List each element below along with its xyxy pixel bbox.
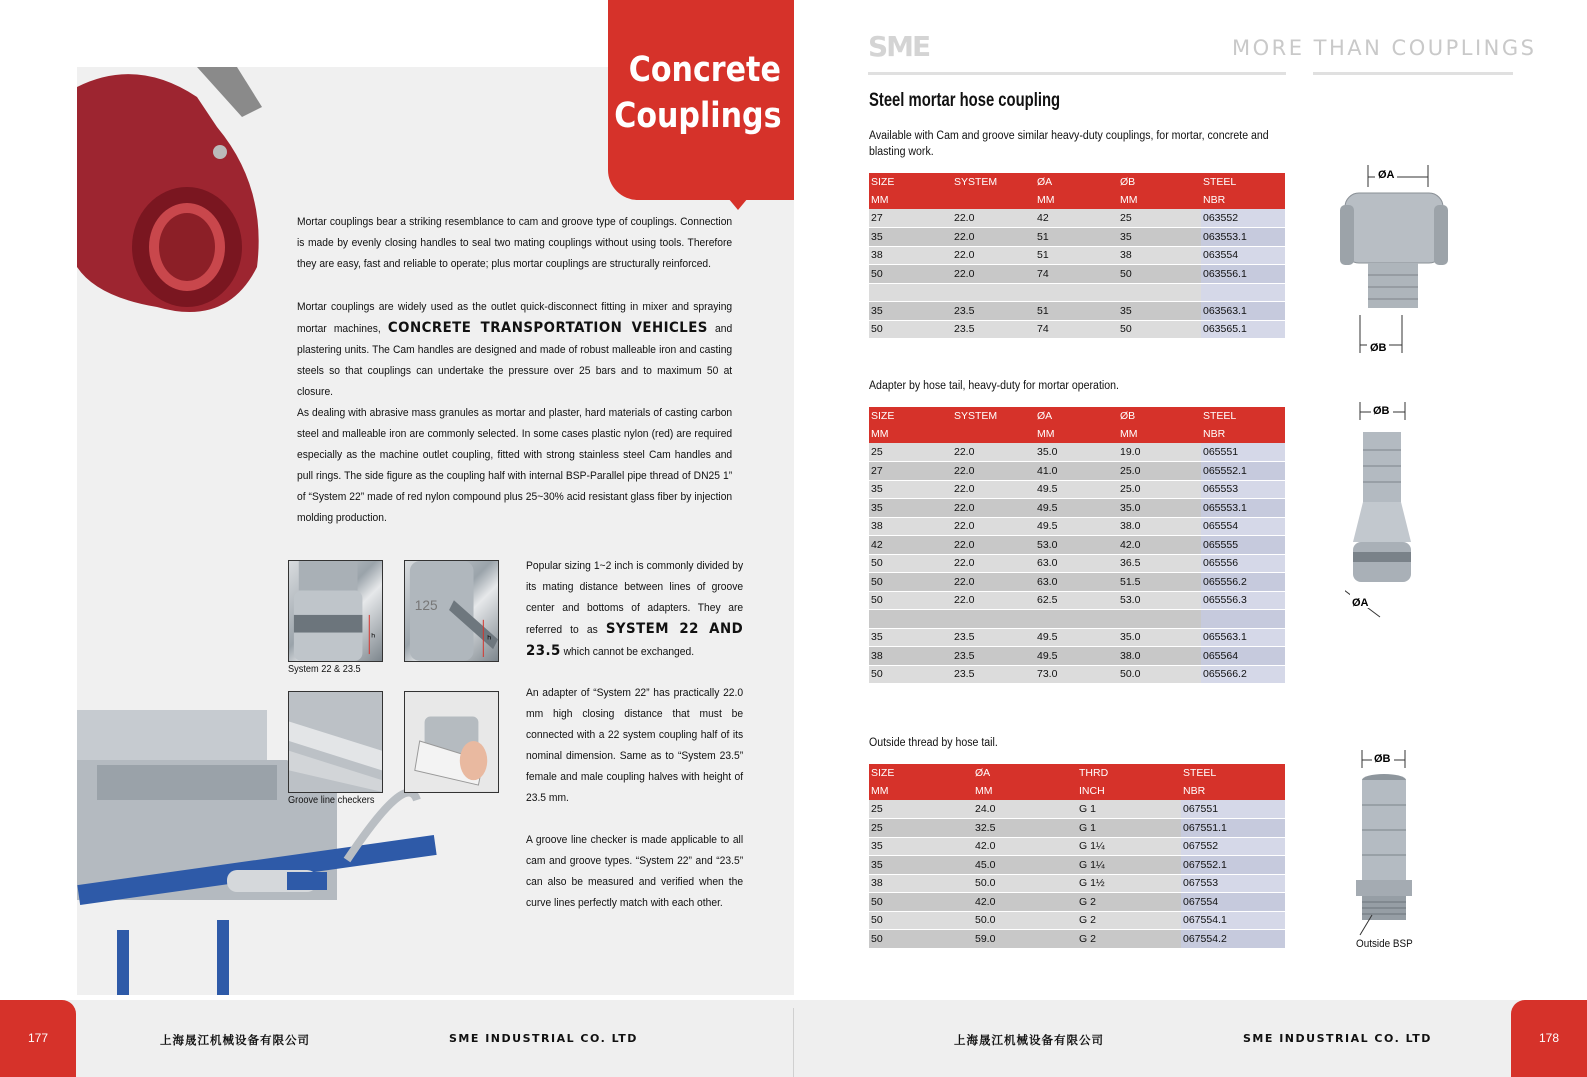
table-row: [869, 302, 1285, 321]
adapter-figure: [1345, 402, 1435, 627]
materials-paragraph: As dealing with abrasive mass granules as mortar and plaster, hard materials of casting carbon steel and malleable iron are commonly selected. In some cases plastic nylon (red) are required especially as the machine outlet coupling, fitted with strong stainless steel Cam handles and pull rings. The side figure as the coupling half with internal BSP-Parallel pipe thread of DN25 1” of “System 22” made of red nylon compound plus 25~30% acid resistant glass fiber by injection molding production.: [297, 407, 733, 524]
table-cell: 63.0: [1035, 554, 1118, 573]
table-cell: G 1: [1077, 819, 1181, 838]
table-cell: 38: [869, 647, 952, 666]
table-row: [869, 591, 1285, 610]
col-header: ØB: [1118, 173, 1201, 191]
table-row: [869, 443, 1285, 462]
table-cell: 23.5: [952, 628, 1035, 647]
table-cell: 50: [869, 930, 973, 949]
page-number-right: 178: [1511, 1000, 1587, 1077]
table-cell: 25: [869, 443, 952, 462]
table-cell: 067554.1: [1181, 911, 1285, 930]
table-row: [869, 893, 1285, 912]
table-cell: [1035, 283, 1118, 302]
table-cell: 35.0: [1118, 499, 1201, 518]
table-cell: 35: [869, 628, 952, 647]
table-row: [869, 320, 1285, 339]
table-cell: 25.0: [1118, 462, 1201, 481]
company-name-en-right: SME INDUSTRIAL CO. LTD: [1243, 1032, 1432, 1045]
table-cell: 067552: [1181, 837, 1285, 856]
page-number-left: 177: [0, 1000, 76, 1077]
col-header: STEEL: [1201, 407, 1285, 425]
table-cell: 74: [1035, 265, 1118, 284]
table-cell: 59.0: [973, 930, 1077, 949]
col-unit: [952, 191, 1035, 209]
table-cell: 22.0: [952, 443, 1035, 462]
table-row: [869, 610, 1285, 629]
table-cell: 41.0: [1035, 462, 1118, 481]
table-cell: 49.5: [1035, 499, 1118, 518]
col-unit: MM: [1035, 191, 1118, 209]
col-unit: MM: [869, 782, 973, 800]
company-name-cn-left: 上海晟江机械设备有限公司: [160, 1035, 310, 1047]
table-cell: 065554: [1201, 517, 1285, 536]
coupler-stamp-label: 125: [414, 598, 438, 614]
table-row: [869, 837, 1285, 856]
table-cell: 23.5: [952, 647, 1035, 666]
adapter-paragraph: An adapter of “System 22” has practically 22.0 mm high closing distance that must be connected with a 22 system coupling half of its nominal dimension. Same as to “System 23.5” female and male coupling halves with height of 23.5 mm.: [526, 687, 744, 804]
col-header: SIZE: [869, 764, 973, 782]
table-cell: G 2: [1077, 930, 1181, 949]
table-row: [869, 246, 1285, 265]
cam-coupling-figure: [1340, 165, 1455, 360]
table-cell: 50: [869, 573, 952, 592]
table-cell: 065553.1: [1201, 499, 1285, 518]
table-cell: 22.0: [952, 228, 1035, 247]
table-cell: 51: [1035, 302, 1118, 321]
col-unit: INCH: [1077, 782, 1181, 800]
intro-paragraph: Mortar couplings bear a striking resemblance to cam and groove type of couplings. Connection is made by evenly closing handles to seal two mating couplings without using tools. Therefore they are easy, fast and reliable to operate; plus mortar couplings are structurally reinforced.: [297, 216, 733, 270]
table-cell: 065555: [1201, 536, 1285, 555]
table-cell: 22.0: [952, 209, 1035, 228]
table-cell: 27: [869, 462, 952, 481]
table-cell: 38.0: [1118, 517, 1201, 536]
col-header: STEEL: [1181, 764, 1285, 782]
thread-spec-table: [869, 764, 1285, 949]
mortar-machine-photo: [77, 710, 437, 995]
table-cell: 50.0: [973, 911, 1077, 930]
col-unit: MM: [869, 191, 952, 209]
table-cell: 065564: [1201, 647, 1285, 666]
table-row: [869, 536, 1285, 555]
table-cell: 38.0: [1118, 647, 1201, 666]
header-rule-right: [1313, 72, 1513, 75]
table-cell: 32.5: [973, 819, 1077, 838]
col-header: SIZE: [869, 407, 952, 425]
dimension-h2-label: h: [487, 634, 492, 642]
col-header: SYSTEM: [952, 407, 1035, 425]
dimension-b-label: ØB: [1373, 405, 1390, 417]
table-cell: 42: [869, 536, 952, 555]
table-row: [869, 573, 1285, 592]
system-adapter-photo: [288, 560, 383, 662]
table-cell: 50: [1118, 320, 1201, 339]
footer-divider: [793, 1008, 794, 1077]
table-cell: 50: [869, 554, 952, 573]
col-unit: MM: [869, 425, 952, 443]
title-tab-notch: [728, 198, 748, 210]
table-cell: 063552: [1201, 209, 1285, 228]
table-cell: G 1¼: [1077, 856, 1181, 875]
table-cell: 063554: [1201, 246, 1285, 265]
table-cell: G 1½: [1077, 874, 1181, 893]
adapter-description: Adapter by hose tail, heavy-duty for mortar operation.: [869, 380, 1119, 392]
table-cell: 25: [869, 819, 973, 838]
table-row: [869, 930, 1285, 949]
table-cell: 38: [869, 246, 952, 265]
dimension-a-label: ØA: [1352, 597, 1369, 609]
table-cell: 35.0: [1035, 443, 1118, 462]
table-cell: 51.5: [1118, 573, 1201, 592]
col-unit: NBR: [1201, 191, 1285, 209]
header-rule-left: [868, 72, 1286, 75]
table-cell: 35: [869, 480, 952, 499]
table-cell: 19.0: [1118, 443, 1201, 462]
col-header: SIZE: [869, 173, 952, 191]
table-cell: 38: [869, 517, 952, 536]
table-cell: 50: [1118, 265, 1201, 284]
table-cell: 42.0: [973, 837, 1077, 856]
table-cell: 25: [1118, 209, 1201, 228]
table-cell: 51: [1035, 246, 1118, 265]
table-cell: 50.0: [1118, 665, 1201, 684]
table-cell: 35.0: [1118, 628, 1201, 647]
table-cell: 35: [869, 856, 973, 875]
groove-checker-photo-2: [404, 691, 499, 793]
table-cell: 35: [1118, 228, 1201, 247]
table-row: [869, 283, 1285, 302]
outside-bsp-caption: Outside BSP: [1356, 938, 1413, 950]
table-cell: 25: [869, 800, 973, 819]
table-cell: 35: [1118, 302, 1201, 321]
table-row: [869, 265, 1285, 284]
table-cell: 53.0: [1035, 536, 1118, 555]
table-cell: G 1¼: [1077, 837, 1181, 856]
table-cell: 73.0: [1035, 665, 1118, 684]
table-row: [869, 228, 1285, 247]
table-cell: 49.5: [1035, 517, 1118, 536]
table-cell: 49.5: [1035, 480, 1118, 499]
table-cell: 42.0: [973, 893, 1077, 912]
table-cell: 35: [869, 837, 973, 856]
table-cell: 063563.1: [1201, 302, 1285, 321]
brand-tagline: MORE THAN COUPLINGS: [1232, 36, 1537, 60]
table-cell: 065566.2: [1201, 665, 1285, 684]
thread-description: Outside thread by hose tail.: [869, 737, 998, 749]
col-header: ØA: [1035, 173, 1118, 191]
col-unit: NBR: [1201, 425, 1285, 443]
table-row: [869, 554, 1285, 573]
table-cell: 74: [1035, 320, 1118, 339]
table-cell: 27: [869, 209, 952, 228]
table-cell: 51: [1035, 228, 1118, 247]
table-cell: [952, 283, 1035, 302]
dimension-b-label: ØB: [1374, 753, 1391, 765]
table-cell: 065563.1: [1201, 628, 1285, 647]
table-cell: 22.0: [952, 480, 1035, 499]
table-cell: 067554.2: [1181, 930, 1285, 949]
table-cell: [1035, 610, 1118, 629]
table-cell: 065552.1: [1201, 462, 1285, 481]
col-unit: MM: [1118, 425, 1201, 443]
threaded-tail-figure: [1350, 750, 1430, 955]
caption-groove-checkers: Groove line checkers: [288, 795, 375, 806]
adapter-spec-table: [869, 407, 1285, 684]
col-header: THRD: [1077, 764, 1181, 782]
col-unit: [952, 425, 1035, 443]
table-cell: 22.0: [952, 554, 1035, 573]
sizing-paragraph: Popular sizing 1~2 inch is commonly divided by its mating distance between lines of groove center and bottoms of adapters. They are referred to as SYSTEM 22 AND 23.5 which cannot be exchanged.: [526, 560, 744, 659]
table-cell: 063556.1: [1201, 265, 1285, 284]
table-cell: [1118, 610, 1201, 629]
table-cell: 22.0: [952, 462, 1035, 481]
table-cell: 50: [869, 665, 952, 684]
dimension-b-label: ØB: [1370, 342, 1387, 354]
company-name-en-left: SME INDUSTRIAL CO. LTD: [449, 1032, 638, 1045]
table-cell: G 2: [1077, 893, 1181, 912]
table-cell: 62.5: [1035, 591, 1118, 610]
table-cell: 067552.1: [1181, 856, 1285, 875]
table-row: [869, 911, 1285, 930]
table-cell: 50: [869, 911, 973, 930]
table-cell: 42: [1035, 209, 1118, 228]
col-header: STEEL: [1201, 173, 1285, 191]
table-cell: 22.0: [952, 246, 1035, 265]
usage-paragraph: Mortar couplings are widely used as the outlet quick-disconnect fitting in mixer and spraying mortar machines, CONCRETE TRANSPORTATION VEHICLES and plastering units. The Cam handles are designed and made of robust malleable iron and casting steels so that couplings can undertake the pressure over 25 bars and to maximum 50 at closure.: [297, 301, 733, 398]
table-cell: 23.5: [952, 320, 1035, 339]
dimension-a-label: ØA: [1378, 169, 1395, 181]
table-cell: 22.0: [952, 573, 1035, 592]
table-cell: 065556.3: [1201, 591, 1285, 610]
table-cell: 065551: [1201, 443, 1285, 462]
table-cell: 24.0: [973, 800, 1077, 819]
table-cell: 067551: [1181, 800, 1285, 819]
table-row: [869, 819, 1285, 838]
col-unit: MM: [973, 782, 1077, 800]
table-cell: 50.0: [973, 874, 1077, 893]
table-cell: 50: [869, 320, 952, 339]
system-coupler-photo: [404, 560, 499, 662]
table-row: [869, 480, 1285, 499]
table-cell: 22.0: [952, 591, 1035, 610]
table-cell: 35: [869, 228, 952, 247]
caption-system-22: System 22 & 23.5: [288, 664, 361, 675]
table-cell: [1118, 283, 1201, 302]
col-header: ØA: [973, 764, 1077, 782]
table-cell: 23.5: [952, 302, 1035, 321]
table-row: [869, 800, 1285, 819]
table-cell: G 2: [1077, 911, 1181, 930]
table-row: [869, 874, 1285, 893]
section-title: Steel mortar hose coupling: [869, 90, 1061, 111]
table-cell: [1201, 610, 1285, 629]
table-cell: 065556: [1201, 554, 1285, 573]
brand-logo: SME: [868, 30, 930, 63]
col-header: SYSTEM: [952, 173, 1035, 191]
table-cell: 067553: [1181, 874, 1285, 893]
table-cell: [1201, 283, 1285, 302]
table-cell: 42.0: [1118, 536, 1201, 555]
col-header: ØA: [1035, 407, 1118, 425]
groove-checker-photo-1: [288, 691, 383, 793]
table-cell: 50: [869, 591, 952, 610]
table-row: [869, 499, 1285, 518]
table-cell: 53.0: [1118, 591, 1201, 610]
col-unit: MM: [1118, 191, 1201, 209]
col-unit: MM: [1035, 425, 1118, 443]
coupling-spec-table: [869, 173, 1285, 339]
table-cell: 63.0: [1035, 573, 1118, 592]
company-name-cn-right: 上海晟江机械设备有限公司: [954, 1035, 1104, 1047]
table-cell: 063553.1: [1201, 228, 1285, 247]
col-unit: NBR: [1181, 782, 1285, 800]
table-cell: 50: [869, 265, 952, 284]
table-row: [869, 665, 1285, 684]
table-cell: 49.5: [1035, 628, 1118, 647]
table-cell: 22.0: [952, 265, 1035, 284]
table-cell: 35: [869, 302, 952, 321]
table-cell: 38: [869, 874, 973, 893]
table-cell: 065556.2: [1201, 573, 1285, 592]
table-row: [869, 628, 1285, 647]
dimension-h-label: h: [371, 632, 376, 640]
table-cell: 063565.1: [1201, 320, 1285, 339]
table-cell: [869, 610, 952, 629]
table-cell: 50: [869, 893, 973, 912]
page-title-line2: Couplings: [613, 96, 781, 136]
col-header: ØB: [1118, 407, 1201, 425]
table-cell: 22.0: [952, 536, 1035, 555]
table-cell: 45.0: [973, 856, 1077, 875]
table-cell: 22.0: [952, 499, 1035, 518]
table-row: [869, 647, 1285, 666]
table-cell: [869, 283, 952, 302]
checker-paragraph: A groove line checker is made applicable to all cam and groove types. “System 22” and “23.5” can also be measured and verified when the curve lines perfectly match with each other.: [526, 834, 744, 909]
table-cell: 067554: [1181, 893, 1285, 912]
table-cell: 49.5: [1035, 647, 1118, 666]
table-cell: G 1: [1077, 800, 1181, 819]
table-row: [869, 856, 1285, 875]
table-row: [869, 462, 1285, 481]
table-cell: 23.5: [952, 665, 1035, 684]
table-cell: 065553: [1201, 480, 1285, 499]
table-cell: 35: [869, 499, 952, 518]
table-cell: 22.0: [952, 517, 1035, 536]
table-cell: [952, 610, 1035, 629]
table-cell: 25.0: [1118, 480, 1201, 499]
table-cell: 38: [1118, 246, 1201, 265]
table-cell: 067551.1: [1181, 819, 1285, 838]
table-row: [869, 517, 1285, 536]
red-nylon-coupling-photo: [77, 67, 277, 327]
table-cell: 36.5: [1118, 554, 1201, 573]
page-title-line1: Concrete: [628, 50, 781, 90]
coupling-description: Available with Cam and groove similar heavy-duty couplings, for mortar, concrete and blasting work.: [869, 130, 1269, 158]
table-row: [869, 209, 1285, 228]
